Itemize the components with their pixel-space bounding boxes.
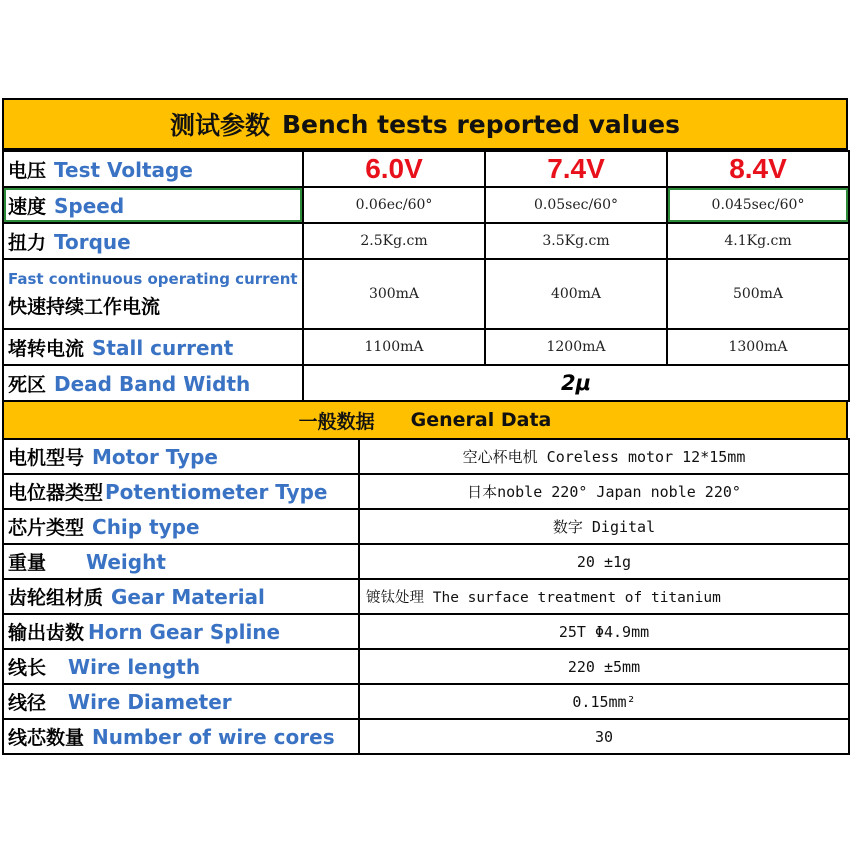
general-row bbox=[3, 544, 849, 579]
general-row bbox=[3, 579, 849, 614]
wire-cores-label: 线芯数量 Number of wire cores bbox=[3, 719, 359, 754]
bench-table bbox=[2, 150, 850, 402]
stall-current-value: 1200mA bbox=[485, 329, 667, 365]
header-en: Bench tests reported values bbox=[282, 109, 681, 139]
voltage-value: 7.4V bbox=[485, 151, 667, 187]
motor-type-value: 空心杯电机 Coreless motor 12*15mm bbox=[359, 439, 849, 474]
motor-type-label: 电机型号 Motor Type bbox=[3, 439, 359, 474]
dead-band-row bbox=[3, 365, 849, 401]
general-data-header bbox=[2, 402, 848, 440]
voltage-value: 6.0V bbox=[303, 151, 485, 187]
wire-length-label: 线长 Wire length bbox=[3, 649, 359, 684]
wire-cores-value: 30 bbox=[359, 719, 849, 754]
horn-gear-spline-value: 25T Φ4.9mm bbox=[359, 614, 849, 649]
weight-label: 重量 Weight bbox=[3, 544, 359, 579]
speed-value: 0.05sec/60° bbox=[485, 187, 667, 223]
fast-current-row bbox=[3, 259, 849, 329]
stall-current-label: 堵转电流 Stall current bbox=[3, 329, 303, 365]
general-row bbox=[3, 474, 849, 509]
torque-value: 2.5Kg.cm bbox=[303, 223, 485, 259]
fast-current-value: 500mA bbox=[667, 259, 849, 329]
dead-band-label: 死区 Dead Band Width bbox=[3, 365, 303, 401]
voltage-label: 电压 Test Voltage bbox=[3, 151, 303, 187]
weight-value: 20 ±1g bbox=[359, 544, 849, 579]
stall-current-value: 1100mA bbox=[303, 329, 485, 365]
wire-diameter-label: 线径 Wire Diameter bbox=[3, 684, 359, 719]
general-row bbox=[3, 614, 849, 649]
speed-value: 0.045sec/60° bbox=[667, 187, 849, 223]
torque-value: 3.5Kg.cm bbox=[485, 223, 667, 259]
general-row bbox=[3, 649, 849, 684]
torque-row bbox=[3, 223, 849, 259]
gear-material-value: 镀钛处理 The surface treatment of titanium bbox=[359, 579, 849, 614]
speed-value: 0.06ec/60° bbox=[303, 187, 485, 223]
spec-sheet bbox=[2, 98, 848, 755]
torque-value: 4.1Kg.cm bbox=[667, 223, 849, 259]
torque-label: 扭力 Torque bbox=[3, 223, 303, 259]
fast-current-label: Fast continuous operating current 快速持续工作电流 bbox=[3, 259, 303, 329]
potentiometer-type-value: 日本noble 220° Japan noble 220° bbox=[359, 474, 849, 509]
stall-current-value: 1300mA bbox=[667, 329, 849, 365]
general-header-cn: 一般数据 bbox=[298, 410, 375, 433]
chip-type-label: 芯片类型 Chip type bbox=[3, 509, 359, 544]
horn-gear-spline-label: 输出齿数 Horn Gear Spline bbox=[3, 614, 359, 649]
speed-row bbox=[3, 187, 849, 223]
general-row bbox=[3, 684, 849, 719]
fast-current-value: 300mA bbox=[303, 259, 485, 329]
voltage-value: 8.4V bbox=[667, 151, 849, 187]
general-row bbox=[3, 509, 849, 544]
bench-tests-header bbox=[2, 98, 848, 150]
stall-current-row bbox=[3, 329, 849, 365]
wire-length-value: 220 ±5mm bbox=[359, 649, 849, 684]
general-row bbox=[3, 719, 849, 754]
chip-type-value: 数字 Digital bbox=[359, 509, 849, 544]
speed-label: 速度 Speed bbox=[3, 187, 303, 223]
general-row bbox=[3, 439, 849, 474]
dead-band-value: 2μ bbox=[303, 365, 849, 401]
general-header-en: General Data bbox=[410, 409, 552, 431]
voltage-row bbox=[3, 151, 849, 187]
header-cn: 测试参数 bbox=[169, 111, 270, 140]
fast-current-value: 400mA bbox=[485, 259, 667, 329]
potentiometer-type-label: 电位器类型 Potentiometer Type bbox=[3, 474, 359, 509]
gear-material-label: 齿轮组材质 Gear Material bbox=[3, 579, 359, 614]
wire-diameter-value: 0.15mm² bbox=[359, 684, 849, 719]
general-table bbox=[2, 438, 850, 755]
